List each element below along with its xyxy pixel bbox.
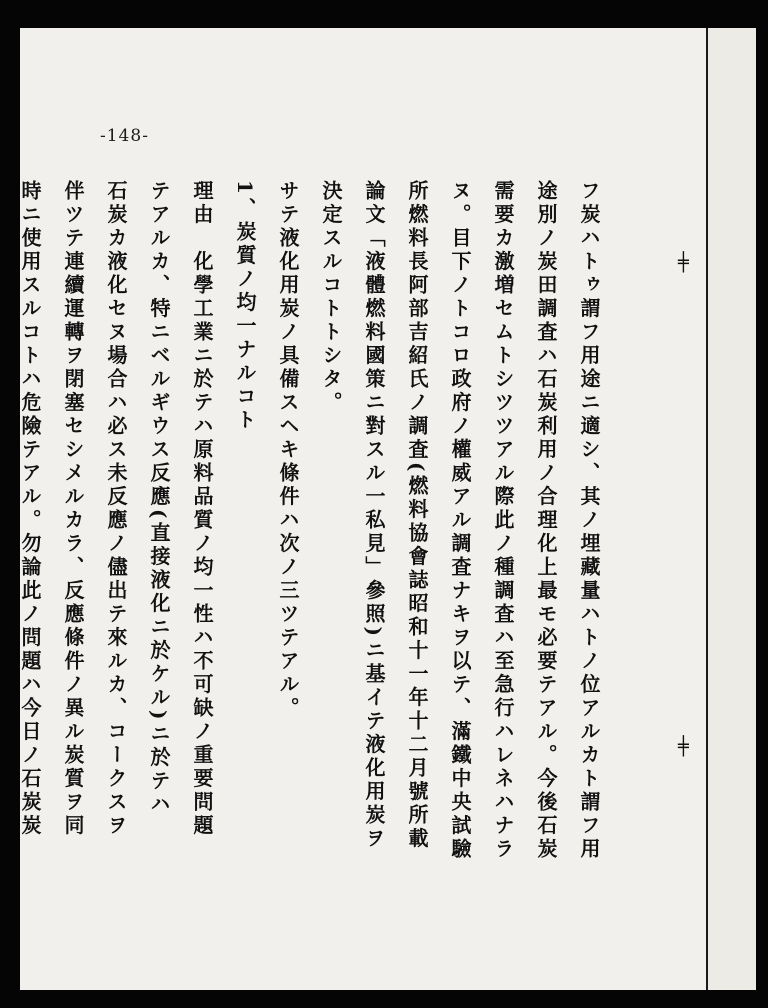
text-line bbox=[0, 180, 8, 900]
binding-strip bbox=[706, 28, 756, 990]
text-line: 途別ノ炭田調査ハ石炭利用ノ合理化上最モ必要テアル。今後石炭 bbox=[534, 180, 558, 862]
text-line: 論文「液體燃料國策ニ對スル一私見」參照)ニ基イテ液化用炭ヲ bbox=[362, 180, 386, 851]
text-line: フ炭ハトゥ謂フ用途ニ適シ、其ノ埋藏量ハトノ位アルカト謂フ用 bbox=[577, 180, 601, 862]
text-line: テアルカ、特ニベルギウス反應(直接液化ニ於ケル)ニ於テハ bbox=[147, 180, 171, 817]
text-line: 時ニ使用スルコトハ危險テアル。勿論此ノ問題ハ今日ノ石炭炭 bbox=[18, 180, 42, 838]
text-line: 需要カ激増セムトシツツアル際此ノ種調査ハ至急行ハレネハナラ bbox=[491, 180, 515, 862]
page-number: -148- bbox=[100, 126, 149, 146]
binding-clip-icon: ╪ bbox=[678, 736, 689, 757]
text-line: 理由 化學工業ニ於テハ原料品質ノ均一性ハ不可缺ノ重要問題 bbox=[190, 180, 214, 838]
text-line: 伴ツテ連續運轉ヲ閉塞セシメルカラ、反應條件ノ異ル炭質ヲ同 bbox=[61, 180, 85, 838]
text-line: 1、炭質ノ均一ナルコト bbox=[233, 180, 257, 433]
text-line: 所燃料長阿部吉紹氏ノ調査(燃料協會誌昭和十一年十二月號所載 bbox=[405, 180, 429, 851]
text-line: ヌ。目下ノトコロ政府ノ權威アル調査ナキヲ以テ、滿鐵中央試驗 bbox=[448, 180, 472, 862]
binding-clip-icon: ╪ bbox=[678, 252, 689, 273]
vertical-text-body bbox=[18, 180, 610, 900]
text-line: サテ液化用炭ノ具備スヘキ條件ハ次ノ三ツテアル。 bbox=[276, 180, 300, 721]
text-line: 石炭カ液化セヌ場合ハ必ス未反應ノ儘出テ來ルカ、コークスヲ bbox=[104, 180, 128, 838]
text-line: 決定スルコトトシタ。 bbox=[319, 180, 343, 415]
